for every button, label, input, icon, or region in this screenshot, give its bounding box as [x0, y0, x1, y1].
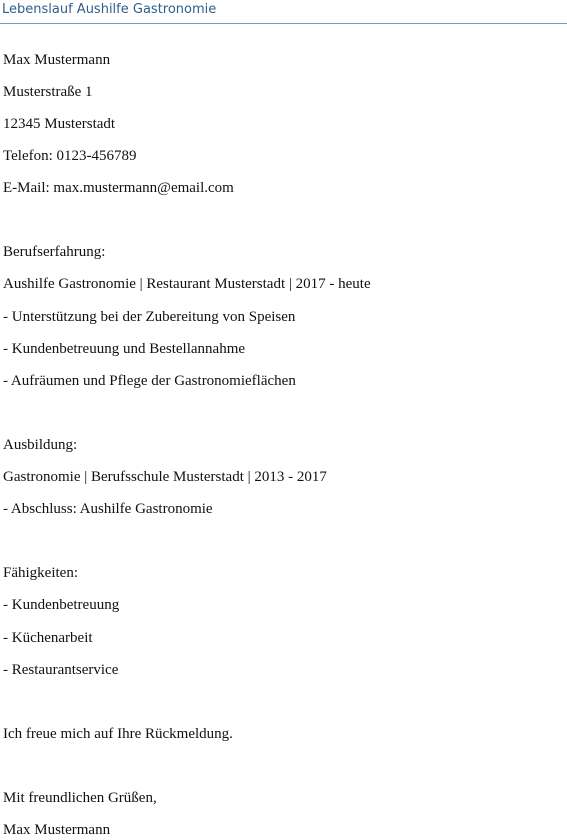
document-header — [0, 0, 567, 24]
signature-name: Max Mustermann — [3, 822, 111, 838]
contact-name: Max Mustermann — [3, 52, 111, 68]
skills-bullet: - Küchenarbeit — [3, 630, 93, 646]
experience-heading: Berufserfahrung: — [3, 244, 106, 260]
education-entry: Gastronomie | Berufsschule Musterstadt | 2013 - 2017 — [3, 469, 327, 485]
contact-street: Musterstraße 1 — [3, 84, 93, 100]
contact-city: 12345 Musterstadt — [3, 116, 116, 132]
experience-bullet: - Kundenbetreuung und Bestellannahme — [3, 341, 246, 357]
contact-email: E-Mail: max.mustermann@email.com — [3, 180, 234, 196]
education-bullet: - Abschluss: Aushilfe Gastronomie — [3, 501, 213, 517]
education-heading: Ausbildung: — [3, 437, 78, 453]
contact-phone: Telefon: 0123-456789 — [3, 148, 137, 164]
experience-bullet: - Aufräumen und Pflege der Gastronomieflächen — [3, 373, 296, 389]
closing-greeting: Mit freundlichen Grüßen, — [3, 790, 157, 806]
experience-position: Aushilfe Gastronomie | Restaurant Musterstadt | 2017 - heute — [3, 276, 371, 292]
document-title: Lebenslauf Aushilfe Gastronomie — [2, 2, 217, 17]
closing-note: Ich freue mich auf Ihre Rückmeldung. — [3, 726, 233, 742]
skills-bullet: - Restaurantservice — [3, 662, 119, 678]
skills-bullet: - Kundenbetreuung — [3, 597, 120, 613]
skills-heading: Fähigkeiten: — [3, 565, 78, 581]
experience-bullet: - Unterstützung bei der Zubereitung von Speisen — [3, 309, 296, 325]
